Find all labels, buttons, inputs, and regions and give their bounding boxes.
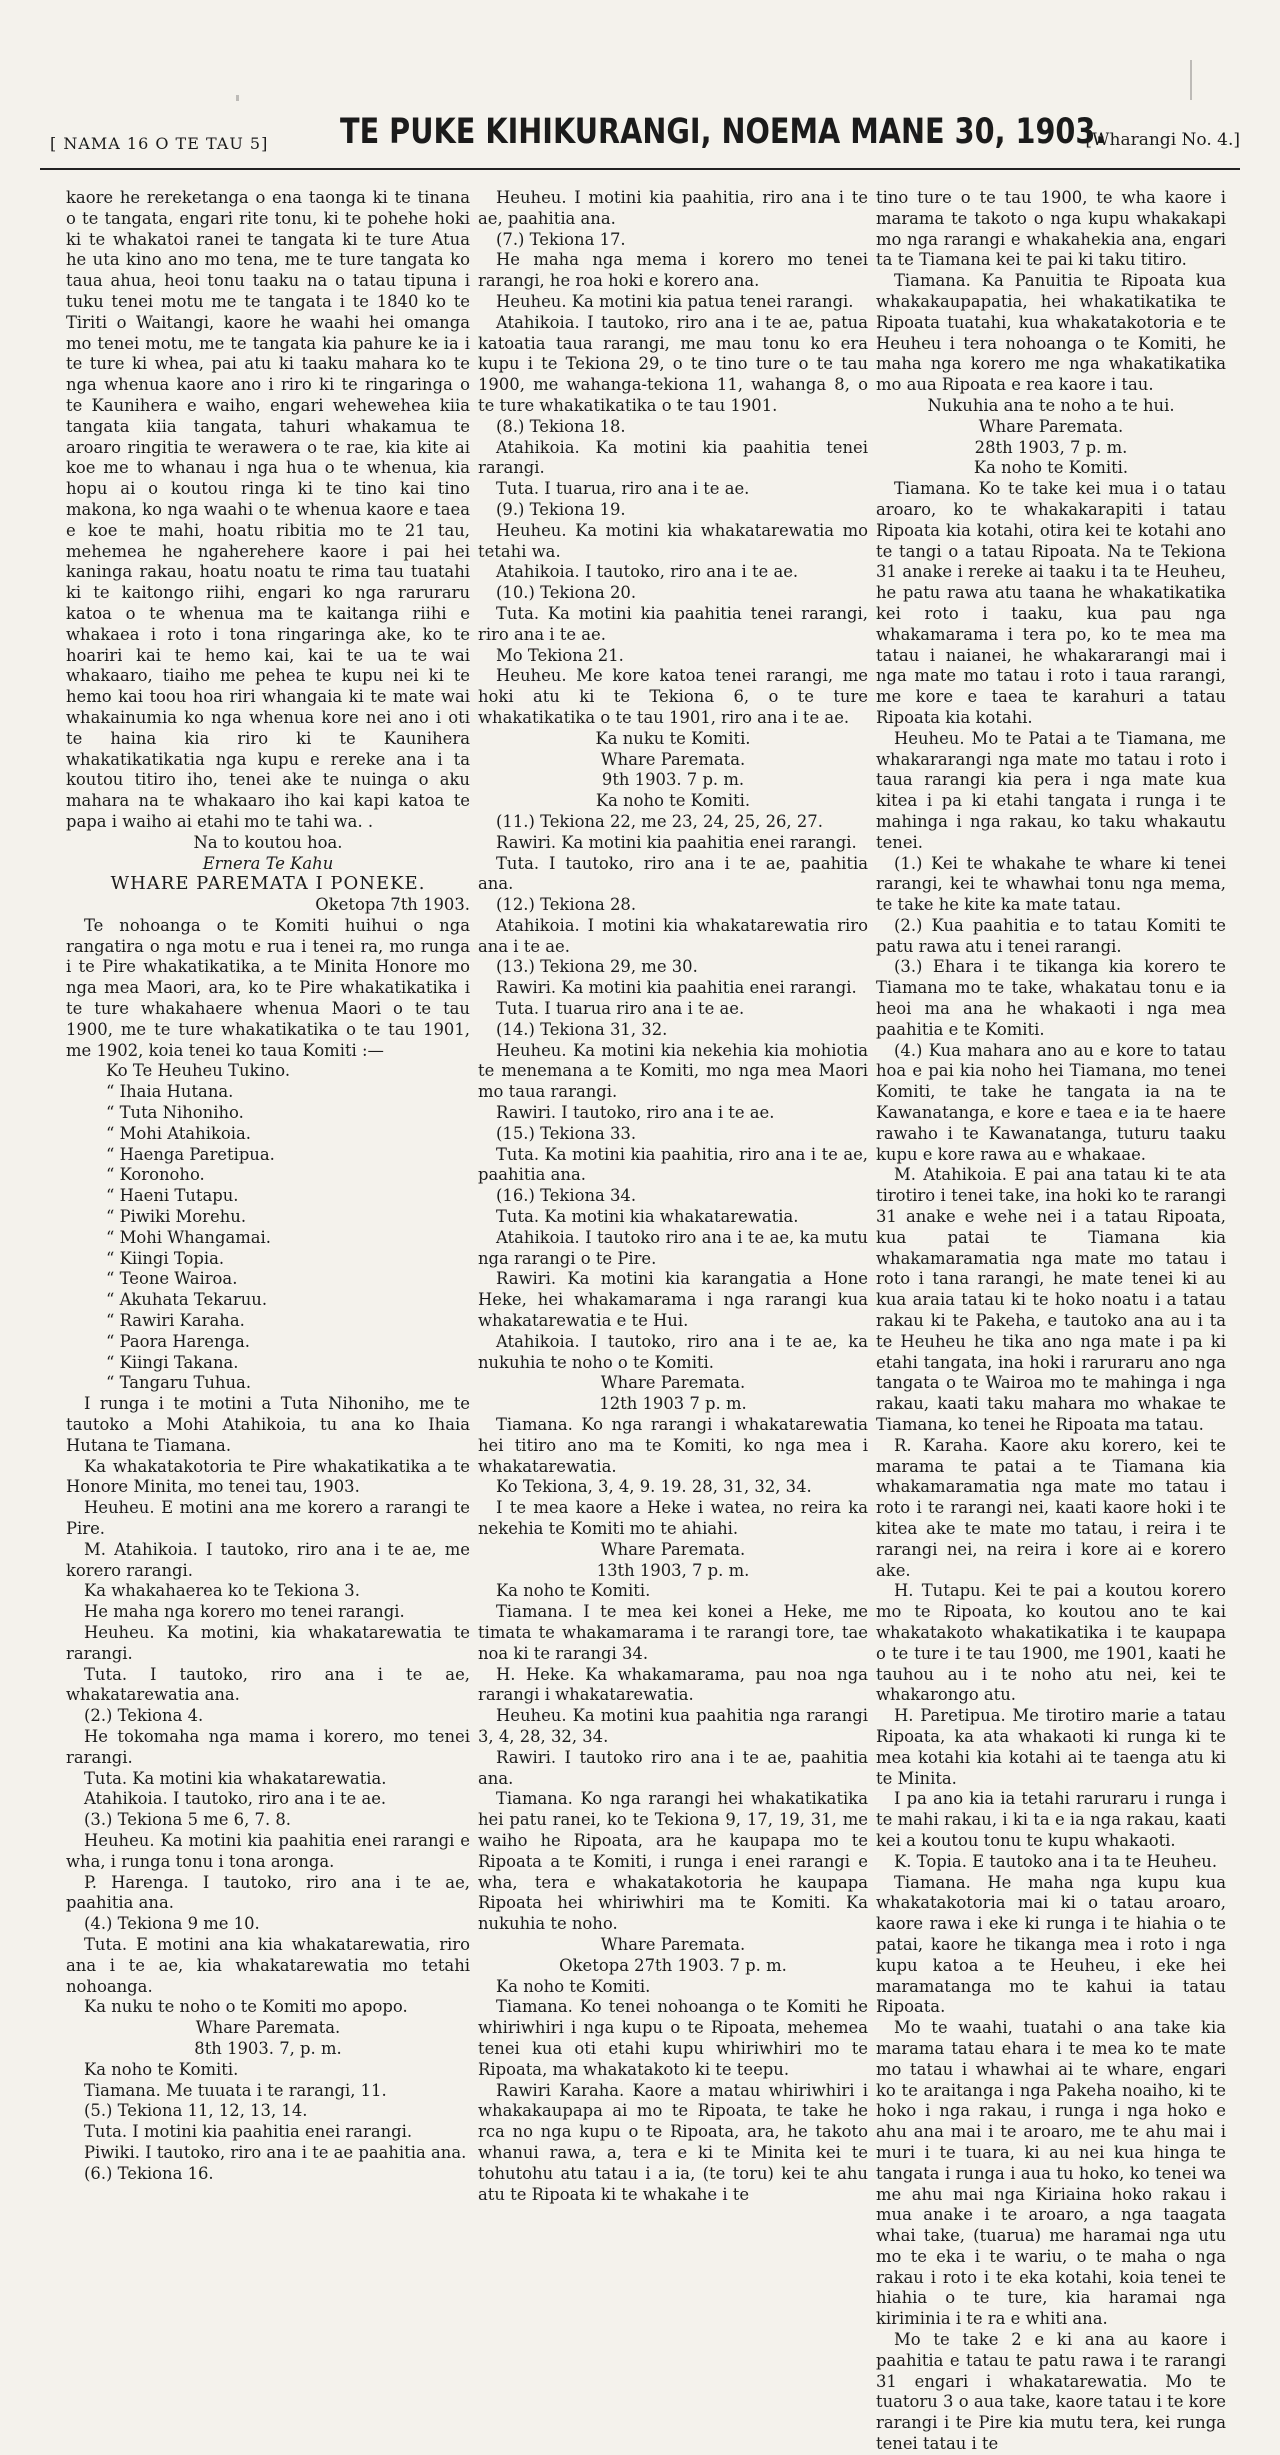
minutes-line: Rawiri. I tautoko riro ana i te ae, paahitia ana. <box>478 1747 868 1788</box>
minutes-line: tino ture o te tau 1900, te wha kaore i marama te takoto o nga kupu whakakapi mo nga rarangi e whakahekia ana, engari ta te Tiamana kei te pai ki taku titiro. <box>876 188 1226 270</box>
minutes-line: He maha nga mema i korero mo tenei rarangi, he roa hoki e korero ana. <box>478 250 868 291</box>
committee-member: “ Rawiri Karaha. <box>106 1311 245 1331</box>
session-heading: Whare Paremata. <box>600 749 746 769</box>
session-date: Oketopa 27th 1903. 7 p. m. <box>559 1955 787 1975</box>
minutes-line: Tuta. I tautoko, riro ana i te ae, paahitia ana. <box>478 853 868 894</box>
minutes-line: Tuta. Ka motini kia paahitia tenei rarangi, riro ana i te ae. <box>478 603 868 644</box>
committee-member: “ Teone Wairoa. <box>106 1269 238 1289</box>
session-date: 28th 1903, 7 p. m. <box>974 437 1128 457</box>
committee-member: “ Piwiki Morehu. <box>106 1207 247 1227</box>
minutes-line: Mo te waahi, tuatahi o ana take kia marama tatau ehara i te mea ko te mate mo tatau i whawhai ai te whare, engari ko te araitanga i nga Pakeha noaiho, ki te hoko i nga rakau, i runga i nga hoko e ahu ana mai i te aroaro, me te ahu mai i muri i te tuara, ki au nei kua hinga te tangata i runga i aua tu hoko, ko tenei wa me ahu mai nga Kiriaina hoko rakau i mua anake i te aroaro, a nga taagata whai take, (tuarua) me haramai nga utu mo te eka i te wariu, o te maha o nga rakau i roto i te eka kotahi, koia tenei te hiahia o te ture, kia haramai nga kiriminia i te ra e whiti ana. <box>876 2018 1226 2329</box>
committee-member: “ Koronoho. <box>106 1165 205 1185</box>
committee-member: “ Tangaru Tuhua. <box>106 1373 252 1393</box>
session-heading: Whare Paremata. <box>978 416 1124 436</box>
minutes-line: (2.) Kua paahitia e to tatau Komiti te patu rawa atu i tenei rarangi. <box>876 915 1226 956</box>
minutes-line: Tuta. I tautoko, riro ana i te ae, whakatarewatia ana. <box>66 1664 470 1705</box>
minutes-line: (8.) Tekiona 18. <box>496 416 626 436</box>
minutes-line: (9.) Tekiona 19. <box>496 499 626 519</box>
minutes-line: Tuta. I tuarua riro ana i te ae. <box>496 999 745 1019</box>
minutes-line: Ka whakahaerea ko te Tekiona 3. <box>84 1581 360 1601</box>
minutes-line: Rawiri. Ka motini kia paahitia enei rarangi. <box>496 832 857 852</box>
minutes-line: I runga i te motini a Tuta Nihoniho, me te tautoko a Mohi Atahikoia, tu ana ko Ihaia Hutana te Tiamana. <box>66 1394 470 1455</box>
minutes-line: Ka whakatakotoria te Pire whakatikatika a te Honore Minita, mo tenei tau, 1903. <box>66 1456 470 1497</box>
minutes-line: Heuheu. Ka motini kua paahitia nga rarangi 3, 4, 28, 32, 34. <box>478 1706 868 1746</box>
minutes-line: R. Karaha. Kaore aku korero, kei te marama te patai a te Tiamana kia whakamaramatia nga mate mo tatau i roto i te rarangi nei, kaati kaore hoki i te kitea ake te mate mo tatau, i reira i te rarangi nei, na reira i kore ai e korero ake. <box>876 1435 1226 1580</box>
committee-member: “ Mohi Whangamai. <box>106 1227 272 1247</box>
minutes-line: Atahikoia. I motini kia whakatarewatia riro ana i te ae. <box>478 915 868 956</box>
minutes-line: Tiamana. Ko nga rarangi hei whakatikatika hei patu ranei, ko te Tekiona 9, 17, 19, 31, me waiho he Ripoata, ara he kaupapa mo te Ripoata a te Komiti, i runga i enei rarangi e wha, tera e whakatakotoria he kaupapa Ripoata hei whiriwhiri ma te Komiti. Ka nukuhia te noho. <box>478 1789 868 1934</box>
minutes-line: (5.) Tekiona 11, 12, 13, 14. <box>84 2101 308 2121</box>
minutes-line: Tiamana. Ko tenei nohoanga o te Komiti he whiriwhiri i nga kupu o te Ripoata, mehemea tenei kua oti etahi kupu whiriwhiri mo te Ripoata, ma whakatakoto ki te teepu. <box>478 1997 868 2079</box>
minutes-line: Ka noho te Komiti. <box>84 2059 239 2079</box>
column-1 <box>66 188 470 2308</box>
session-heading: Whare Paremata. <box>600 1934 746 1954</box>
minutes-line: Heuheu. E motini ana me korero a rarangi te Pire. <box>66 1498 470 1538</box>
minutes-line: (4.) Tekiona 9 me 10. <box>84 1914 260 1934</box>
minutes-line: Tuta. Ka motini kia whakatarewatia. <box>84 1768 387 1788</box>
minutes-line: Atahikoia. Ka motini kia paahitia tenei rarangi. <box>478 437 868 478</box>
minutes-line: Tiamana. Me tuuata i te rarangi, 11. <box>84 2080 387 2100</box>
minutes-line: M. Atahikoia. E pai ana tatau ki te ata tirotiro i tenei take, ina hoki ko te rarangi 31 anake e wehe nei i a tatau Ripoata, kua patai te Tiamana kia whakamaramatia nga mate mo tatau i roto i tana rarangi, he mate tenei ki au kua araia tatau ki te hoko noatu i a tatau rakau ki te Pakeha, e tautoko ana au i ta te Heuheu he tika ano nga mate i pa ki etahi tangata, ina hoki i raruraru ano nga tangata o te Wairoa mo te mahinga i nga rakau, kaati taku mahara mo whakae te Tiamana, ko tenei he Ripoata ma tatau. <box>876 1165 1226 1435</box>
minutes-line: Heuheu. Ka motini kia nekehia kia mohiotia te menemana a te Komiti, mo nga mea Maori mo taua rarangi. <box>478 1040 868 1102</box>
session-date: 9th 1903. 7 p. m. <box>601 770 745 790</box>
session-heading: Whare Paremata. <box>600 1373 746 1393</box>
minutes-line: (6.) Tekiona 16. <box>84 2163 214 2183</box>
minutes-line: Heuheu. Ka motini kia paahitia enei rarangi e wha, i runga tonu i tona aronga. <box>66 1830 470 1871</box>
minutes-line: Tiamana. Ko te take kei mua i o tatau aroaro, ko te whakakarapiti i tatau Ripoata kia kotahi, otira kei te kotahi ano te tangi o a tatau Ripoata. Na te Tekiona 31 anake i rereke ai taaku i ta te Heuheu, he patu rawa atu taana he whakatikatika kei roto i taaku, kua pau nga whakamarama i tera po, ko te mea ma tatau i naianei, he whakararangi mai i nga mate mo tatau i roto i taua rarangi, me kore e taea te karahuri a tatau Ripoata kia kotahi. <box>876 479 1226 727</box>
minutes-line: Atahikoia. I tautoko, riro ana i te ae, patua katoatia taua rarangi, me mau tonu ko era kupu i te Tekiona 29, o te tino ture o te tau 1900, me wahanga-tekiona 11, wahanga 8, o te ture whakatikatika o te tau 1901. <box>478 312 868 415</box>
committee-member: “ Ihaia Hutana. <box>106 1082 234 1102</box>
session-date: 13th 1903, 7 p. m. <box>596 1560 750 1580</box>
minutes-line: Ka nuku te Komiti. <box>595 728 751 748</box>
committee-member: “ Haenga Paretipua. <box>106 1144 275 1164</box>
minutes-line: Heuheu. Mo te Patai a te Tiamana, me whakararangi nga mate mo tatau i roto i taua rarangi kia pera i nga mate kua kitea i pa ki etahi tangata i runga i te mahinga i nga rakau, ko taku whakautu tenei. <box>876 728 1226 852</box>
minutes-line: Rawiri. Ka motini kia paahitia enei rarangi. <box>496 978 857 998</box>
minutes-line: (14.) Tekiona 31, 32. <box>496 1019 668 1039</box>
committee-member: “ Mohi Atahikoia. <box>106 1123 251 1143</box>
minutes-line: Mo Tekiona 21. <box>496 645 624 665</box>
minutes-line: (4.) Kua mahara ano au e kore to tatau hoa e pai kia noho hei Tiamana, mo tenei Komiti, te take he tangata ia na te Kawanatanga, e kore e taea e ia te haere rawaho i te Kawanatanga, tuturu taaku kupu e kore rawa au e whakaae. <box>876 1040 1226 1164</box>
article-date: Oketopa 7th 1903. <box>315 895 470 915</box>
minutes-line: Rawiri Karaha. Kaore a matau whiriwhiri i whakakaupapa ai mo te Ripoata, te take he rca no nga kupu o te Ripoata, ara, he takoto whanui rawa, a, tera e ki te Minita kei te tohutohu atu tatau i a ia, (te toru) kei te ahu atu te Ripoata ki te whakahe i te <box>478 2080 868 2204</box>
column-2 <box>478 188 868 2308</box>
minutes-line: (10.) Tekiona 20. <box>496 583 637 603</box>
minutes-line: Nukuhia ana te noho a te hui. <box>927 395 1175 415</box>
minutes-line: Tiamana. I te mea kei konei a Heke, me timata te whakamarama i te rarangi tore, tae noa ki te rarangi 34. <box>478 1602 868 1663</box>
minutes-line: (1.) Kei te whakahe te whare ki tenei rarangi, kei te whawhai tonu nga mema, te take he kite ka mate tatau. <box>876 853 1226 915</box>
minutes-line: He maha nga korero mo tenei rarangi. <box>84 1602 405 1622</box>
print-speck <box>236 95 239 101</box>
committee-member: Ko Te Heuheu Tukino. <box>106 1061 291 1081</box>
minutes-line: Tuta. Ka motini kia paahitia, riro ana i te ae, paahitia ana. <box>478 1144 868 1185</box>
minutes-line: H. Paretipua. Me tirotiro marie a tatau Ripoata, ka ata whakaoti ki runga ki te mea kotahi kia kotahi ai te taenga atu ki te Minita. <box>876 1706 1226 1788</box>
committee-member: “ Kiingi Topia. <box>106 1248 225 1268</box>
minutes-line: P. Harenga. I tautoko, riro ana i te ae, paahitia ana. <box>66 1872 470 1913</box>
committee-member: “ Akuhata Tekaruu. <box>106 1290 268 1310</box>
minutes-line: H. Tutapu. Kei te pai a koutou korero mo te Ripoata, ko koutou ano te kai whakatakoto whakatikatika i te kaupapa o te ture i te tau 1900, me 1901, kaati he tauhou au i te noho atu nei, kei te whakarongo atu. <box>876 1581 1226 1705</box>
minutes-line: Heuheu. Ka motini kia patua tenei rarangi. <box>496 291 854 311</box>
masthead <box>40 108 1240 170</box>
minutes-line: Ka noho te Komiti. <box>973 458 1129 478</box>
minutes-line: Heuheu. Me kore katoa tenei rarangi, me hoki atu ki te Tekiona 6, o te ture whakatikatika o te tau 1901, riro ana i te ae. <box>478 666 868 727</box>
minutes-line: Heuheu. I motini kia paahitia, riro ana i te ae, paahitia ana. <box>478 188 868 228</box>
minutes-line: (3.) Ehara i te tikanga kia korero te Tiamana mo te take, whakatau tonu e ia heoi ma ana he whakaoti i nga mea paahitia e te Komiti. <box>876 957 1226 1039</box>
issue-number: [ NAMA 16 O TE TAU 5] <box>50 134 269 153</box>
minutes-line: He tokomaha nga mama i korero, mo tenei rarangi. <box>66 1726 470 1767</box>
minutes-line: Atahikoia. I tautoko, riro ana i te ae. <box>84 1789 387 1809</box>
minutes-line: Ko Tekiona, 3, 4, 9. 19. 28, 31, 32, 34. <box>496 1477 812 1497</box>
minutes-line: Rawiri. Ka motini kia karangatia a Hone Heke, hei whakamarama i nga rarangi kua whakatarewatia e te Hui. <box>478 1269 868 1331</box>
minutes-line: Piwiki. I tautoko, riro ana i te ae paahitia ana. <box>84 2142 467 2162</box>
minutes-line: I pa ano kia ia tetahi raruraru i runga i te mahi rakau, i ki ta e ia nga rakau, kaati kei a koutou tonu te kupu whakaoti. <box>876 1789 1226 1850</box>
committee-member: “ Kiingi Takana. <box>106 1352 239 1372</box>
minutes-line: Tuta. I tuarua, riro ana i te ae. <box>496 479 750 499</box>
article-paragraph: Te nohoanga o te Komiti huihui o nga rangatira o nga motu e rua i tenei ra, mo runga i te Pire whakatikatika, a te Minita Honore mo nga mea Maori, ara, ko te Pire whakatikatika i te ture whakahaere whenua Maori o te tau 1900, me te ture whakatikatika o te tau 1901, me 1902, koia tenei ko taua Komiti :— <box>66 915 470 1060</box>
committee-member-list <box>66 1061 470 1394</box>
minutes-line: (2.) Tekiona 4. <box>84 1706 204 1726</box>
minutes-line: (15.) Tekiona 33. <box>496 1123 637 1143</box>
minutes-line: Heuheu. Ka motini kia whakatarewatia mo tetahi wa. <box>478 520 868 561</box>
minutes-line: (3.) Tekiona 5 me 6, 7. 8. <box>84 1810 292 1830</box>
minutes-line: Ka noho te Komiti. <box>496 1976 651 1996</box>
minutes-line: Heuheu. Ka motini, kia whakatarewatia te rarangi. <box>66 1622 470 1663</box>
minutes-line: Atahikoia. I tautoko, riro ana i te ae, ka nukuhia te noho o te Komiti. <box>478 1331 868 1372</box>
minutes-line: (7.) Tekiona 17. <box>496 229 626 249</box>
minutes-line: Tuta. I motini kia paahitia enei rarangi. <box>84 2122 413 2142</box>
minutes-line: M. Atahikoia. I tautoko, riro ana i te ae, me korero rarangi. <box>66 1539 470 1580</box>
minutes-line: Mo te take 2 e ki ana au kaore i paahitia e tatau te patu rawa i te rarangi 31 engari i whakatarewatia. Mo te tuatoru 3 o aua take, kaore tatau i te kore rarangi i te Pire kia mutu tera, kei runga tenei tatau i te <box>876 2330 1226 2454</box>
minutes-line: Ka nuku te noho o te Komiti mo apopo. <box>84 1997 408 2017</box>
article-heading: WHARE PAREMATA I PONEKE. <box>110 873 426 895</box>
letter-signature: Ernera Te Kahu <box>202 853 334 873</box>
page-number: [Wharangi No. 4.] <box>1085 130 1240 150</box>
minutes-line: (12.) Tekiona 28. <box>496 895 637 915</box>
session-heading: Whare Paremata. <box>195 2018 341 2038</box>
column-3 <box>876 188 1226 2454</box>
newspaper-title: TE PUKE KIHIKURANGI, NOEMA MANE 30, 1903. <box>340 112 1107 152</box>
letter-body: kaore he rereketanga o ena taonga ki te tinana o te tangata, engari rite tonu, ki te pohehe hoki ki te whakatoi ranei te tangata ki te ture Atua he uta kino ano mo tena, me te ture tangata ko taua ahua, heoi tonu taaku na o tatau tipuna i tuku tenei motu me te tangata i te 1840 ko te Tiriti o Waitangi, kaore he waahi hei omanga mo tenei motu, me te tangata kia pahure ke ia i te ture ki whea, pai atu ki taaku mahara ko te nga whenua kaore ano i riro ki te ringaringa o te Kaunihera e waiho, engari wehewehea kiia tangata kiia tangata, tahuri whakamua te aroaro ringitia te werawera o te rae, kia kite ai koe me to whanau i nga hua o te whenua, kia hopu ai o koutou ringa ki te tino kai tino makona, ko nga waahi o te whenua kaore e taea e koe te mahi, hoatu ribitia mo te 21 tau, mehemea he ngaherehere kaore i pai hei kaninga rakau, hoatu noatu te rima tau tuatahi ki te kaitongo riihi, engari ko nga raruraru katoa o te whenua ma te kaitanga riihi e whakaea i roto i tona ringaringa ake, ko te hoariri kai te hemo kai, kai te ua te wai whakaaro, tiaiho me pehea te kupu nei ki te hemo kai toou hoa riri whangaia ki te mate wai whakainumia ko nga whenua kore nei ano i oti te haina kia riro ki te Kaunihera whakatikatikatia nga kupu e rereke ana i ta koutou titiro iho, tenei ake te nuinga o aku mahara na te whakaaro iho kai kapi katoa te papa i waiho ai etahi mo te tahi wa. . <box>66 188 470 831</box>
committee-member: “ Haeni Tutapu. <box>106 1186 239 1206</box>
minutes-line: Ka noho te Komiti. <box>496 1581 651 1601</box>
minutes-line: (11.) Tekiona 22, me 23, 24, 25, 26, 27. <box>496 811 823 831</box>
print-scratch <box>1190 60 1192 100</box>
letter-closing: Na to koutou hoa. <box>193 832 343 852</box>
session-date: 8th 1903. 7, p. m. <box>194 2038 342 2058</box>
session-heading: Whare Paremata. <box>600 1539 746 1559</box>
minutes-line: Tuta. E motini ana kia whakatarewatia, riro ana i te ae, kia whakatarewatia mo tetahi nohoanga. <box>66 1934 470 1996</box>
minutes-line: Tiamana. Ko nga rarangi i whakatarewatia hei titiro ano ma te Komiti, ko nga mea i whakatarewatia. <box>478 1415 868 1476</box>
committee-member: “ Paora Harenga. <box>106 1331 250 1351</box>
minutes-line: Ka noho te Komiti. <box>595 791 751 811</box>
minutes-line: Tuta. Ka motini kia whakatarewatia. <box>496 1207 799 1227</box>
minutes-line: H. Heke. Ka whakamarama, pau noa nga rarangi i whakatarewatia. <box>478 1664 868 1705</box>
minutes-line: I te mea kaore a Heke i watea, no reira ka nekehia te Komiti mo te ahiahi. <box>478 1498 868 1538</box>
minutes-line: (16.) Tekiona 34. <box>496 1186 637 1206</box>
minutes-line: Atahikoia. I tautoko, riro ana i te ae. <box>496 562 799 582</box>
minutes-line: Tiamana. He maha nga kupu kua whakatakotoria mai ki o tatau aroaro, kaore rawa i eke ki runga i te hiahia o te patai, kaore he tikanga mea i roto i nga kupu katoa a te Heuheu, i eke hei maramatanga mo te kahui ia tatau Ripoata. <box>876 1872 1226 2017</box>
minutes-line: (13.) Tekiona 29, me 30. <box>496 957 698 977</box>
minutes-line: Rawiri. I tautoko, riro ana i te ae. <box>496 1103 775 1123</box>
minutes-line: Tiamana. Ka Panuitia te Ripoata kua whakakaupapatia, hei whakatikatika te Ripoata tuatahi, kua whakatakotoria e te Heuheu i tera nohoanga o te Komiti, he maha nga korero me nga whakatikatika mo aua Ripoata e rea kaore i tau. <box>876 271 1226 395</box>
session-date: 12th 1903 7 p. m. <box>599 1394 747 1414</box>
committee-member: “ Tuta Nihoniho. <box>106 1103 244 1123</box>
minutes-line: Atahikoia. I tautoko riro ana i te ae, ka mutu nga rarangi o te Pire. <box>478 1227 868 1268</box>
minutes-line: K. Topia. E tautoko ana i ta te Heuheu. <box>894 1851 1218 1871</box>
